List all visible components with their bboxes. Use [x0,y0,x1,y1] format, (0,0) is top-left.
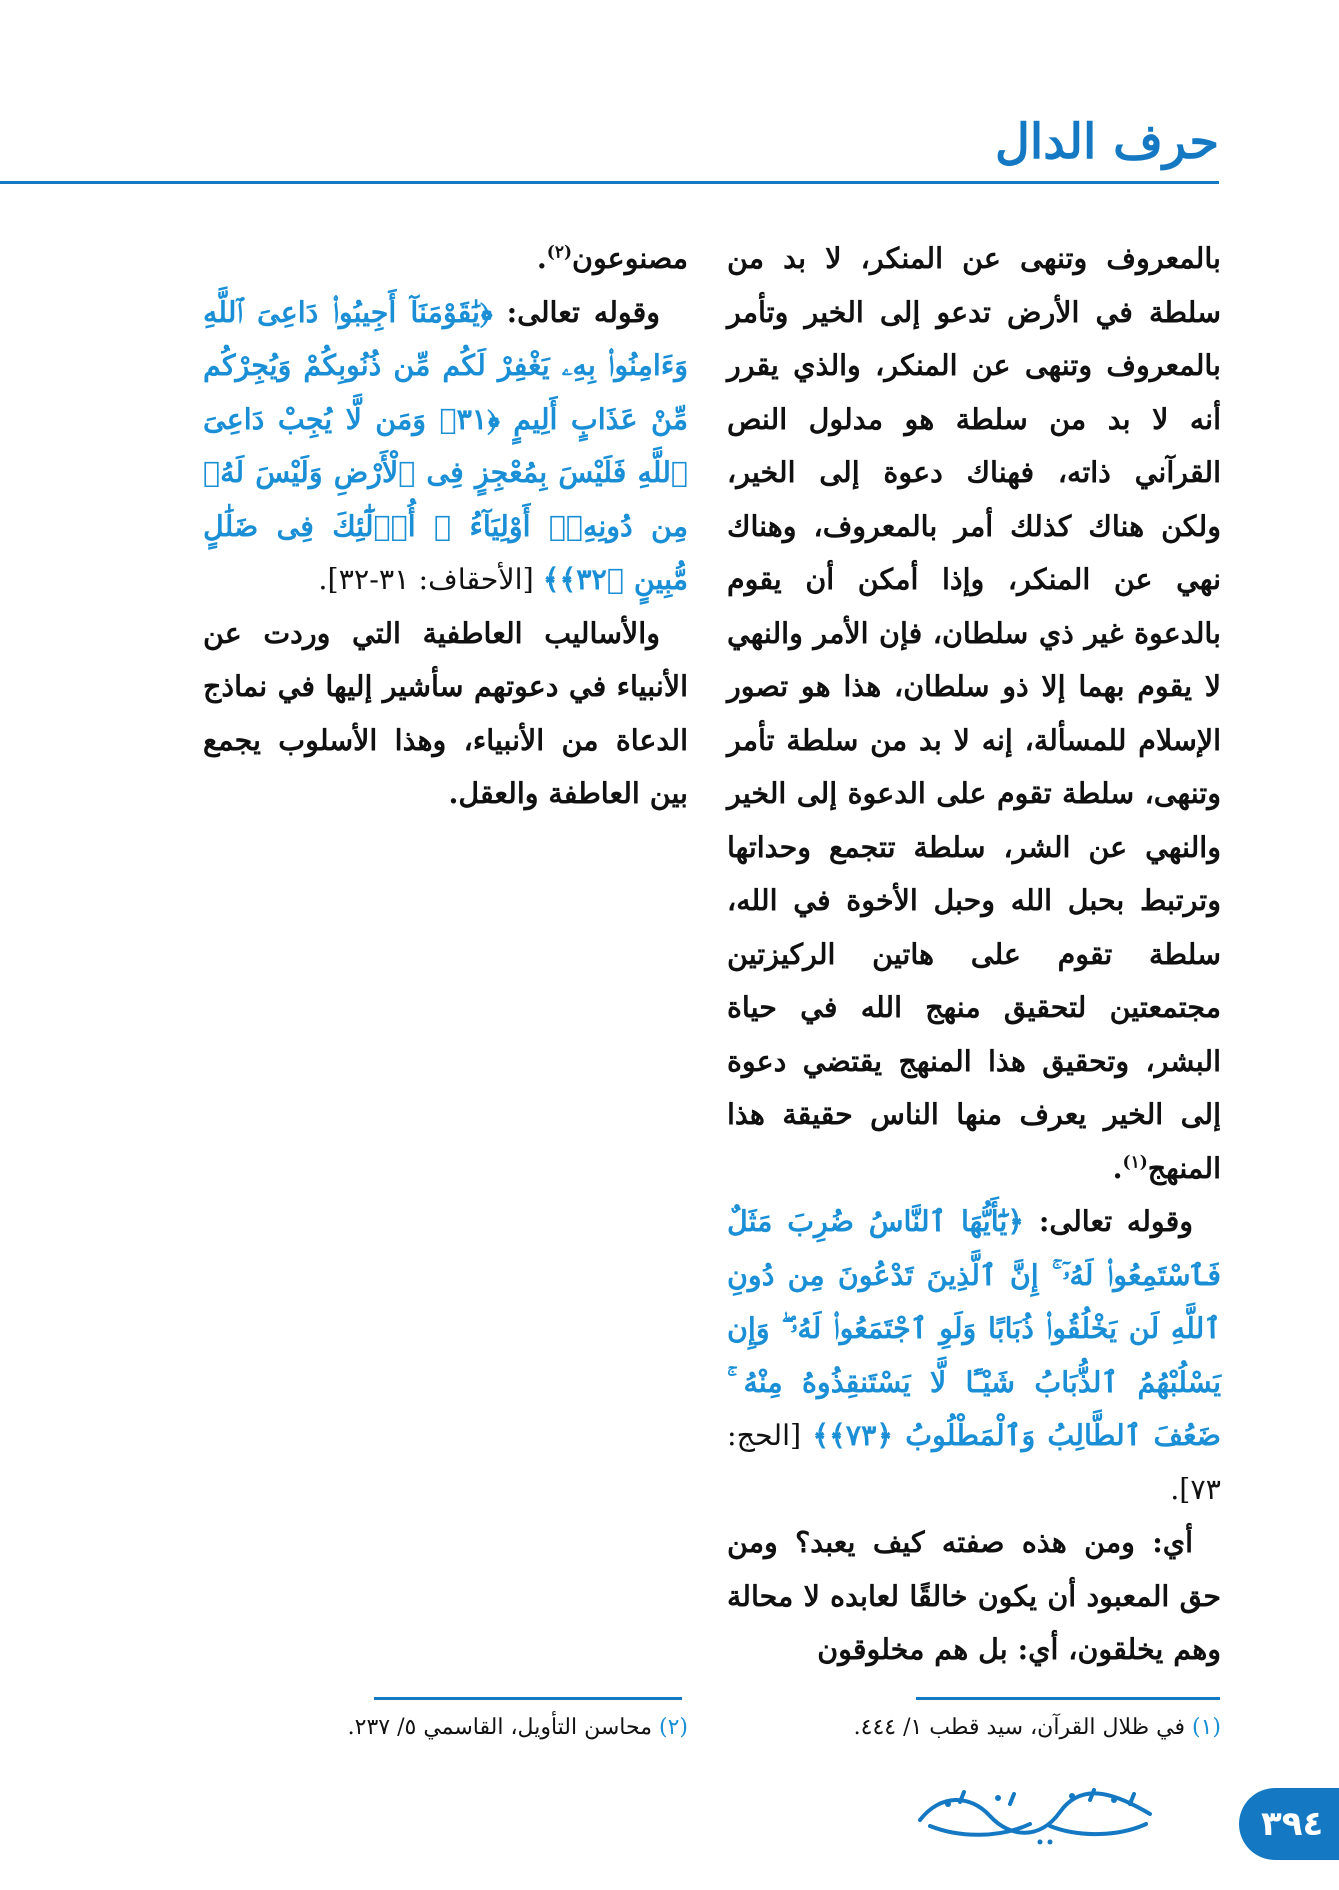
page-number-badge [1239,1788,1339,1860]
page-number: ٣٩٤ [1261,1804,1324,1844]
footnote-marker-1[interactable]: (١) [1122,1152,1148,1172]
left-text-column [203,232,688,821]
quran-verse: ﴿يَٰٓأَيُّهَا ٱلنَّاسُ ضُرِبَ مَثَلٌ فَٱسْتَمِعُوا۟ لَهُۥٓ ۚ إِنَّ ٱلَّذِينَ تَدْعُونَ مِن دُونِ ٱللَّهِ لَن يَخْلُقُوا۟ ذُبَابًا وَلَوِ ٱجْتَمَعُوا۟ لَهُۥ ۖ وَإِن يَسْلُبْهُمُ ٱلذُّبَابُ شَيْـًٔا لَّا يَسْتَنقِذُوهُ مِنْهُ ۚ ضَعُفَ ٱلطَّالِبُ وَٱلْمَطْلُوبُ ﴿٧٣﴾﴾ [727,1204,1221,1452]
footnote-1 [727,1710,1221,1746]
footnote-text: محاسن التأويل، القاسمي ٥/ ٢٣٧. [347,1715,659,1740]
footnote-number: (١) [1191,1715,1221,1740]
footnote-number: (٢) [658,1715,688,1740]
right-text-column [727,232,1221,1677]
quran-citation-paragraph [727,1195,1221,1516]
surah-reference: [الأحقاف: ٣١-٣٢]. [318,563,543,596]
section-title: حرف الدال [995,114,1219,170]
encyclopedia-logo [900,1782,1170,1852]
paragraph [203,232,688,286]
citation-intro: وقوله تعالى: [1024,1204,1193,1238]
footnote-marker-2[interactable]: (٢) [546,242,573,263]
paragraph [727,232,1221,1195]
surah-reference: [الحج: ٧٣]. [727,1419,1221,1506]
footnote-divider [374,1697,682,1700]
paragraph-text: أي: ومن هذه صفته كيف يعبد؟ ومن حق المعبود أن يكون خالقًا لعابده لا محالة وهم يخلقون، أي: بل هم مخلوقون [727,1525,1221,1666]
footnote-2 [203,1710,688,1746]
paragraph-end: . [1112,1150,1123,1185]
paragraph-text: والأساليب العاطفية التي وردت عن الأنبياء في دعوتهم سأشير إليها في نماذج الدعاة من الأنبياء، وهذا الأسلوب يجمع بين العاطفة والعقل. [203,615,688,810]
paragraph [203,607,688,821]
paragraph-text: بالمعروف وتنهى عن المنكر، لا بد من سلطة في الأرض تدعو إلى الخير وتأمر بالمعروف وتنهى عن المنكر، والذي يقرر أنه لا بد من سلطة هو مدلول النص القرآني ذاته، فهناك دعوة إلى الخير، ولكن هناك كذلك أمر بالمعروف، وهناك نهي عن المنكر، وإذا أمكن أن يقوم بالدعوة غير ذي سلطان، فإن الأمر والنهي لا يقوم بهما إلا ذو سلطان، هذا هو تصور الإسلام للمسألة، إنه لا بد من سلطة تأمر وتنهى، سلطة تقوم على الدعوة إلى الخير والنهي عن الشر، سلطة تتجمع وحداتها وترتبط بحبل الله وحبل الأخوة في الله، سلطة تقوم على هاتين الركيزتين مجتمعتين لتحقيق منهج الله في حياة البشر، وتحقيق هذا المنهج يقتضي دعوة إلى الخير يعرف منها الناس حقيقة هذا المنهج [727,241,1221,1185]
footnote-text: في ظلال القرآن، سيد قطب ١/ ٤٤٤. [853,1715,1192,1740]
paragraph-text: مصنوعون [572,241,688,275]
citation-intro: وقوله تعالى: [492,294,661,329]
paragraph-end: . [536,241,547,275]
footnote-divider [916,1697,1220,1700]
quran-citation-paragraph [203,286,688,607]
paragraph [727,1516,1221,1677]
quran-verse: ﴿يَٰقَوْمَنَآ أَجِيبُوا۟ دَاعِىَ ٱللَّهِ وَءَامِنُوا۟ بِهِۦ يَغْفِرْ لَكُم مِّن ذُنُوبِكُمْ وَيُجِرْكُم مِّنْ عَذَابٍ أَلِيمٍ ﴿٣١﴾ وَمَن لَّا يُجِبْ دَاعِىَ ٱللَّهِ فَلَيْسَ بِمُعْجِزٍ فِى ٱلْأَرْضِ وَلَيْسَ لَهُۥ مِن دُونِهِۦٓ أَوْلِيَآءُ ۚ أُو۟لَٰٓئِكَ فِى ضَلَٰلٍ مُّبِينٍ ﴿٣٢﴾﴾ [203,294,688,596]
header-divider [0,181,1219,184]
